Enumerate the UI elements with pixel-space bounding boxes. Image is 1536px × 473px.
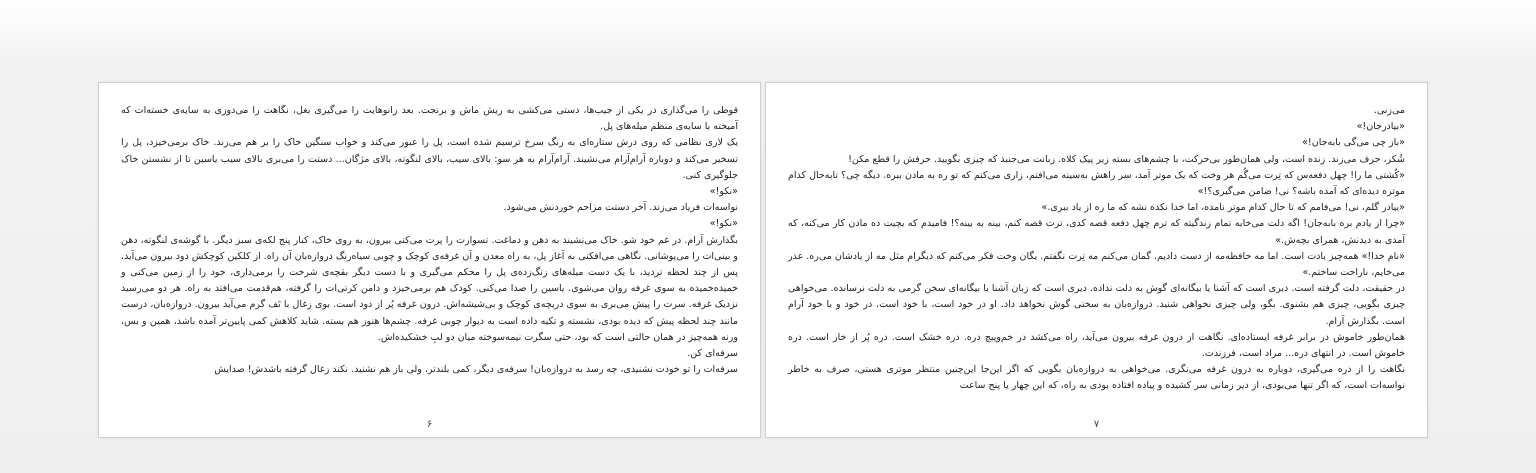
paragraph: بگذارش آرام. در غم خود شو. خاک می‌نشیند به دهن و دماغت. تسوارت را پرت می‌کنی بیرون، به روی خاک، کنار پنج لکه‌ی سبز دیگر. با گوشه‌ی لنگوته، دهن و بینی‌ات را می‌پوشانی. نگاهی می‌افکنی به آغاز پل، به راه معدن و آن غرفه‌ی کوچک و چوبی سیاه‌رنگ دروازه‌بان آن راه. از کلکین کوچکش دود بیرون می‌آید. پس از چند لحظه تردید، با یک دست میله‌های زنگ‌زده‌ی پل را محکم می‌گیری و با دست دیگر بقچه‌ی شرخت را برمی‌داری، خود را از زمین می‌کنی و خمیده‌خمیده به سوی غرفه روان می‌شوی. یاسین را صدا می‌کنی. کودک هم برمی‌خیزد و دامن کرتی‌ات را گرفته، هم‌قدمت می‌افتد به راه. هر دو می‌رسید نزدیک غرفه. سرت را پیش می‌بری به سوی دریچه‌ی کوچک و بی‌شیشه‌اش. درون غرفه پُر از دود است. بوی زغال با تَف گرم می‌آید بیرون. دروازه‌بان، درست مانند چند لحظه پیش که دیده بودی، نشسته و تکیه داده است به دیوار چوبی غرفه. چشم‌ها هنوز هم بسته. شاید کلاهش کمی پایین‌تر آمده باشد، همین و بس، ورنه همه‌چیز در همان حالتی است که بود، حتی سگرت نیمه‌سوخته میان دو لبِ خشکیده‌اش. [121, 234, 738, 343]
paragraph: «بیادر گلم، نی! می‌فامم که تا حال کدام موتر نامده، اما خدا نکده نشه که ما ره از یاد ببری.» [1041, 202, 1405, 214]
paragraph: «نکو!» [709, 218, 738, 230]
paragraph: سرفه‌ات را تو خودت نشنیدی، چه رسد به دروازه‌بان! سرفه‌ی دیگر، کمی بلندتر، ولی باز هم نشنید. نکند زغال گرفته باشدش! صدایش [214, 364, 738, 376]
page-text [788, 103, 1405, 395]
paragraph: می‌زنی. [1373, 105, 1405, 116]
book-page-left [98, 82, 761, 438]
paragraph: نگاهت را از دره می‌گیری، دوباره به درون غرفه می‌نگری. می‌خواهی به دروازه‌بان بگویی که اگر این‌جا این‌چنین منتظر موتری هستی، صرف به خاطر نواسه‌ات است، که اگر تنها می‌بودی، از دیر زمانی سر کشیده و پیاده افتاده بودی به راه، که این چهار یا پنج ساعت [788, 364, 1405, 392]
paragraph: سرفه‌ای کن. [687, 348, 738, 360]
paragraph: یک لاری نظامی که روی درش ستاره‌ای به رنگ سرخ ترسیم شده است، پل را عبور می‌کند و خواب سنگین خاک را بر هم می‌زند. خاک برمی‌خیزد، پل را تسخیر می‌کند و دوباره آرام‌آرام می‌نشیند. آرام‌آرام به هر سو: بالای سیب، بالای لنگوته، بالای مژگان... دستت را می‌بری بالای سیب یاسین تا از نشستن خاک جلوگیری کنی. [121, 137, 738, 181]
paragraph: همان‌طور خاموش در برابر غرفه ایستاده‌ای. نگاهت از درون غرفه بیرون می‌آید، راه می‌کشد در خم‌وپیچ دره. دره خشک است. دره پُر از خار است. دره خاموش است. در انتهای دره... مراد است، فرزندت. [788, 331, 1405, 360]
paragraph: نواسه‌ات فریاد می‌زند. آخر دستت مزاحم خوردنش می‌شود. [503, 202, 738, 214]
page-text [121, 103, 738, 378]
paragraph: قوطی را می‌گذاری در یکی از جیب‌ها، دستی می‌کشی به ریش ماش و برنجت. بعد زانوهایت را می‌گیری بغل، نگاهت را می‌دوزی به سایه‌ی خسته‌ات که آمیخته با سایه‌ی منظم میله‌های پل. [121, 105, 738, 133]
paragraph: «کُشتی ما را! چهل دفعه‌س که تِرت می‌گُم هر وخت که یک موتر آمد، سر راهش به‌سینه می‌افتم، زاری می‌کنم که تو ره به مادن ببره. دیگه چی؟ تابه‌حال کدام موتره دیده‌ای که آمده باشه؟ نی! ضامن می‌گیری؟!» [788, 169, 1405, 198]
paragraph: شُکر، حرف می‌زند. زنده است، ولی همان‌طور بی‌حرکت، با چشم‌های بسته زیر پیک کلاه. زبانت می‌جنبد که چیزی بگویید. حرفش را قطع مکن! [848, 153, 1405, 165]
paragraph: «نام خدا!» همه‌چیز یادت است. اما مه حافظه‌مه از دست دادیم. گمان می‌کنم مه تِرت نگفتم. یگان وخت فکر می‌کنم که دیگرام مثل مه از یادشان می‌ره. عذر می‌خایم، ناراحت ساختم.» [788, 250, 1405, 279]
paragraph: «چرا از یادم بره بابه‌جان! اگه دلت می‌خایه تمام زندگیته که ترم چهل دفعه قصه کدی، ترت قصه کنم، بینه به بینه؟! فامیدم که بچیت ده مادن کار می‌کنه، که آمدی به دیدنش، همرای بچه‌ش.» [788, 218, 1405, 246]
paragraph: «باز چی می‌گی بابه‌جان!» [1302, 137, 1405, 149]
page-number: ۶ [426, 419, 433, 430]
paragraph: «نکو!» [709, 186, 738, 198]
paragraph: در حقیقت، دلت گرفته است. دیری است که آشنا یا بیگانه‌ای گوش به دلت نداده. دیری است که زبان آشنا یا بیگانه‌ای سخن گرمی به دلت نرسانده. می‌خواهی چیزی بگویی، چیزی هم بشنوی. بگو، ولی چیزی نخواهی شنید. دروازه‌بان به سختی گوش نخواهد داد. او در خود است، با خود است. در خود و با خود آرام است. بگذارش آرام. [788, 283, 1405, 327]
paragraph: «بیادرجان!» [1356, 121, 1405, 133]
page-number: ۷ [1093, 419, 1100, 430]
book-page-right [765, 82, 1428, 438]
